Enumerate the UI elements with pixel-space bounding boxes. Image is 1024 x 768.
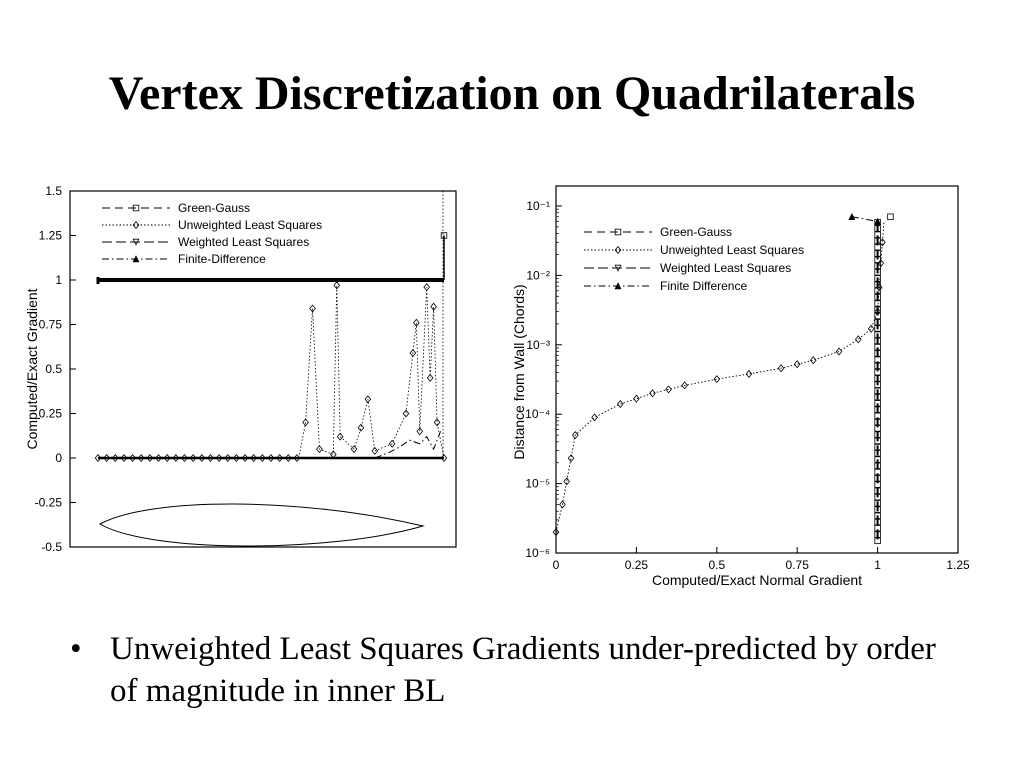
unweighted-ls-marker bbox=[358, 424, 364, 431]
left-y-tick-label: 0.25 bbox=[38, 406, 62, 421]
left-y-tick-label: 0.75 bbox=[38, 317, 62, 332]
right-x-tick-label: 0.5 bbox=[708, 558, 726, 572]
right-x-axis-label: Computed/Exact Normal Gradient bbox=[651, 572, 863, 588]
bullet-text: Unweighted Least Squares Gradients under-predicted by order of magnitude in inner BL bbox=[110, 631, 936, 709]
right-plot-frame bbox=[556, 186, 958, 553]
wall-distance-chart bbox=[500, 180, 980, 595]
right-y-tick-label: 10⁻⁵ bbox=[525, 476, 550, 491]
right-y-tick-label: 10⁻³ bbox=[526, 337, 550, 352]
right-legend-label: Finite Difference bbox=[660, 279, 748, 293]
green-gauss-marker bbox=[875, 301, 881, 307]
left-legend-label: Weighted Least Squares bbox=[178, 235, 310, 249]
unweighted-ls-marker bbox=[434, 419, 440, 426]
left-y-tick-label: -0.25 bbox=[34, 495, 62, 510]
finite-difference-noise-line bbox=[375, 431, 441, 458]
unweighted-ls-marker bbox=[634, 395, 640, 402]
unweighted-ls-marker bbox=[592, 414, 598, 421]
unweighted-ls-marker bbox=[403, 410, 409, 417]
right-x-tick-label: 1.25 bbox=[946, 558, 970, 572]
unweighted-ls-marker bbox=[868, 325, 874, 332]
left-legend-label: Unweighted Least Squares bbox=[178, 218, 323, 232]
right-legend-label: Green-Gauss bbox=[660, 225, 733, 239]
right-x-tick-label: 0.25 bbox=[624, 558, 649, 572]
right-x-tick-label: 1 bbox=[874, 558, 881, 572]
unweighted-ls-marker bbox=[666, 386, 672, 393]
finite-difference-line bbox=[852, 217, 878, 222]
slide-title: Vertex Discretization on Quadrilaterals bbox=[108, 67, 916, 120]
gradient-ratio-chart bbox=[0, 175, 475, 560]
left-y-tick-label: -0.5 bbox=[41, 540, 62, 554]
unweighted-ls-marker bbox=[810, 357, 816, 364]
left-legend-label: Finite-Difference bbox=[178, 252, 266, 266]
right-legend-label: Weighted Least Squares bbox=[660, 261, 792, 275]
airfoil-inset bbox=[100, 504, 423, 546]
left-y-tick-label: 1 bbox=[55, 273, 62, 287]
right-y-axis-label: Distance from Wall (Chords) bbox=[511, 284, 527, 460]
right-y-tick-label: 10⁻¹ bbox=[526, 199, 550, 213]
right-y-tick-label: 10⁻² bbox=[526, 268, 550, 283]
right-x-tick-label: 0 bbox=[552, 558, 560, 572]
right-y-tick-label: 10⁻⁶ bbox=[525, 546, 550, 560]
left-y-tick-label: 1.25 bbox=[38, 228, 62, 243]
right-x-tick-label: 0.75 bbox=[785, 558, 809, 572]
left-y-tick-label: 0.5 bbox=[45, 362, 62, 376]
bullet-marker: • bbox=[70, 631, 82, 667]
unweighted-ls-marker bbox=[794, 361, 800, 368]
left-y-axis-label: Computed/Exact Gradient bbox=[24, 288, 40, 450]
right-legend-label: Unweighted Least Squares bbox=[660, 243, 805, 257]
left-y-tick-label: 0 bbox=[55, 451, 62, 465]
left-legend-label: Green-Gauss bbox=[178, 201, 251, 215]
right-y-tick-label: 10⁻⁴ bbox=[525, 407, 550, 422]
unweighted-ls-marker bbox=[856, 336, 862, 343]
unweighted-ls-marker bbox=[650, 390, 656, 397]
green-gauss-top-marker bbox=[888, 214, 894, 220]
left-y-tick-label: 1.5 bbox=[45, 184, 62, 198]
